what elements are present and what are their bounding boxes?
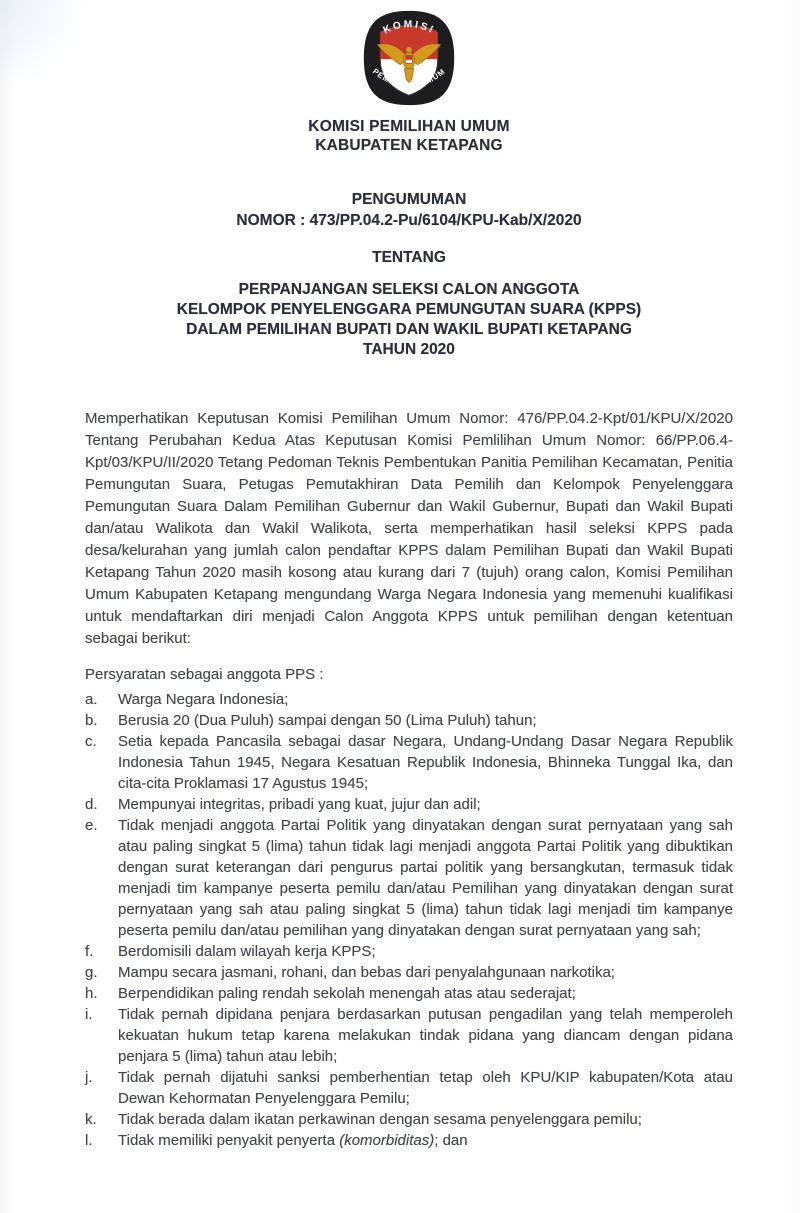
title-block	[85, 189, 733, 360]
svg-text:KOMISI: KOMISI	[381, 19, 437, 37]
document-body	[85, 408, 733, 1151]
about-label: TENTANG	[372, 249, 446, 266]
doc-type-title: PENGUMUMAN	[351, 191, 467, 208]
subject-line-4: TAHUN 2020	[363, 341, 455, 358]
requirement-label: f.	[85, 943, 94, 960]
requirement-item	[85, 1067, 733, 1109]
subject-line-1: PERPANJANGAN SELEKSI CALON ANGGOTA	[238, 281, 580, 298]
requirement-item	[85, 1130, 733, 1151]
org-name-line2: KABUPATEN KETAPANG	[315, 137, 503, 154]
requirement-text: Mempunyai integritas, pribadi yang kuat, jujur dan adil;	[118, 796, 481, 813]
subject-line-3: DALAM PEMILIHAN BUPATI DAN WAKIL BUPATI KETAPANG	[186, 321, 632, 338]
requirement-text: Mampu secara jasmani, rohani, dan bebas dari penyalahgunaan narkotika;	[118, 964, 615, 981]
requirement-text: Berusia 20 (Dua Puluh) sampai dengan 50 (Lima Puluh) tahun;	[118, 712, 537, 729]
requirement-label: e.	[85, 817, 98, 834]
requirement-label: j.	[85, 1069, 93, 1086]
requirement-label: h.	[85, 985, 98, 1002]
requirement-text: Setia kepada Pancasila sebagai dasar Negara, Undang-Undang Dasar Negara Republik Indonesia Tahun 1945, Negara Kesatuan Republik Indonesia, Bhinneka Tunggal Ika, dan cita-cita Proklamasi 17 Agustus 1945;	[118, 733, 733, 792]
requirement-label: i.	[85, 1006, 93, 1023]
requirement-text: Berdomisili dalam wilayah kerja KPPS;	[118, 943, 376, 960]
requirement-item	[85, 794, 733, 815]
requirement-item	[85, 1109, 733, 1130]
kpu-logo-icon	[356, 8, 462, 113]
svg-text:PEMILIHAN UMUM: PEMILIHAN UMUM	[370, 66, 448, 90]
requirement-label: d.	[85, 796, 98, 813]
requirement-text: Warga Negara Indonesia;	[118, 691, 289, 708]
subject-line-2: KELOMPOK PENYELENGGARA PEMUNGUTAN SUARA (KPPS)	[176, 301, 642, 318]
requirement-text: Tidak berada dalam ikatan perkawinan dengan sesama penyelenggara pemilu;	[118, 1111, 642, 1128]
doc-number: NOMOR : 473/PP.04.2-Pu/6104/KPU-Kab/X/2020	[236, 212, 582, 229]
requirement-text: Tidak memiliki penyakit penyerta (komorbiditas); dan	[118, 1132, 468, 1149]
opening-paragraph: Memperhatikan Keputusan Komisi Pemilihan Umum Nomor: 476/PP.04.2-Kpt/01/KPU/X/2020 Tentang Perubahan Kedua Atas Keputusan Komisi Pemlilihan Umum Nomor: 66/PP.06.4-Kpt/03/KPU/II/2020 Tetang Pedoman Teknis Pembentukan Panitia Pemilihan Kecamatan, Penitia Pemungutan Suara, Petugas Pemutakhiran Data Pemilih dan Kelompok Penyelenggara Pemungutan Suara Dalam Pemilihan Gubernur dan Wakil Gubernur, Bupati dan Wakil Bupati dan/atau Walikota dan Wakil Walikota, serta memperhatikan hasil seleksi KPPS pada desa/kelurahan yang jumlah calon pendaftar KPPS dalam Pemilihan Bupati dan Wakil Bupati Ketapang Tahun 2020 masih kosong atau kurang dari 7 (tujuh) orang calon, Komisi Pemilihan Umum Kabupaten Ketapang mengundang Warga Negara Indonesia yang memenuhi kualifikasi untuk mendaftarkan diri menjadi Calon Anggota KPPS untuk pemilihan dengan ketentuan sebagai berikut:	[85, 410, 733, 647]
requirement-item	[85, 689, 733, 710]
requirement-item	[85, 983, 733, 1004]
requirement-label: g.	[85, 964, 98, 981]
requirement-label: b.	[85, 712, 98, 729]
requirement-text: Berpendidikan paling rendah sekolah menengah atas atau sederajat;	[118, 985, 576, 1002]
requirements-heading: Persyaratan sebagai anggota PPS :	[85, 666, 324, 683]
requirement-item	[85, 815, 733, 941]
requirement-item	[85, 731, 733, 794]
requirement-item	[85, 962, 733, 983]
doc-subject	[85, 280, 733, 360]
requirement-label: l.	[85, 1132, 93, 1149]
requirement-text: Tidak pernah dipidana penjara berdasarkan putusan pengadilan yang telah memperoleh kekuatan hukum tetap karena melakukan tindak pidana yang diancam dengan pidana penjara 5 (lima) tahun atau lebih;	[118, 1006, 733, 1065]
requirement-label: k.	[85, 1111, 97, 1128]
requirements-list	[85, 689, 733, 1151]
requirement-label: a.	[85, 691, 98, 708]
requirement-item	[85, 941, 733, 962]
requirement-item	[85, 1004, 733, 1067]
requirement-text: Tidak menjadi anggota Partai Politik yang dinyatakan dengan surat pernyataan yang sah atau paling singkat 5 (lima) tahun tidak lagi menjadi anggota Partai Politik yang dibuktikan dengan surat keterangan dari pengurus partai politik yang bersangkutan, termasuk tidak menjadi tim kampanye peserta pemilu dan/atau Pemilihan yang dinyatakan dengan surat pernyataan yang sah atau paling singkat 5 (lima) tahun tidak lagi menjadi tim kampanye peserta pemilu dan/atau pemilihan yang dinyatakan dengan surat pernyataan yang sah;	[118, 817, 733, 939]
document-header	[85, 0, 733, 155]
requirement-label: c.	[85, 733, 97, 750]
requirement-text: Tidak pernah dijatuhi sanksi pemberhentian tetap oleh KPU/KIP kabupaten/Kota atau Dewan Kehormatan Penyelenggara Pemilu;	[118, 1069, 733, 1107]
requirement-item	[85, 710, 733, 731]
org-name-line1: KOMISI PEMILIHAN UMUM	[308, 118, 510, 135]
